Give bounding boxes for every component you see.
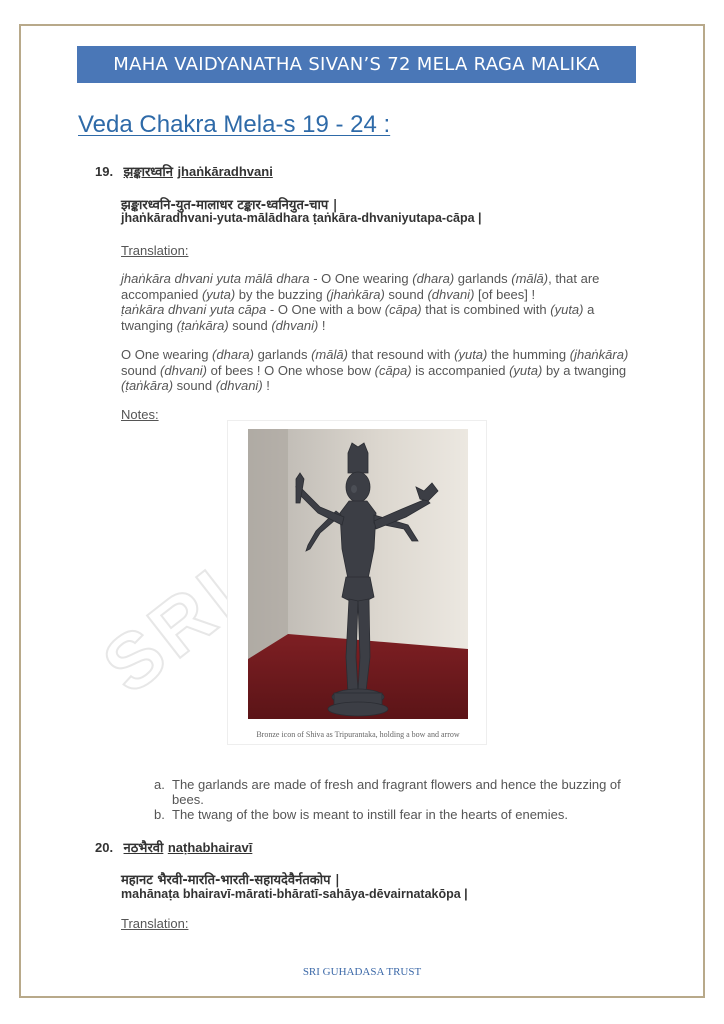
figure bbox=[227, 420, 487, 745]
mela-20-line-roman: mahānaṭa bhairavī-mārati-bhāratī-sahāya-dēvairnatakōpa | bbox=[121, 887, 468, 901]
header-banner bbox=[77, 46, 636, 83]
list-marker: a. bbox=[154, 777, 165, 792]
mela-20-name-roman: naṭhabhairavī bbox=[167, 840, 253, 855]
mela-20-line-devanagari: महानट भैरवी-मारति-भारती-सहायदेवैर्नतकोप | bbox=[121, 873, 340, 888]
list-text: The twang of the bow is meant to instill fear in the hearts of enemies. bbox=[172, 807, 568, 822]
figure-caption: Bronze icon of Shiva as Tripurantaka, holding a bow and arrow bbox=[256, 730, 460, 739]
mela-19-notes-list bbox=[154, 777, 644, 822]
mela-19-line-devanagari: झङ्कारध्वनि-युत-मालाधर टङ्कार-ध्वनियुत-चाप | bbox=[121, 198, 338, 213]
mela-20-name-devanagari: नठभैरवी bbox=[123, 841, 164, 856]
mela-19-heading bbox=[95, 162, 273, 181]
mela-19-name-devanagari: झङ्कारध्वनि bbox=[123, 165, 173, 180]
footer-text: SRI GUHADASA TRUST bbox=[302, 966, 422, 978]
mela-20-number: 20. bbox=[95, 840, 114, 855]
section-title: Veda Chakra Mela-s 19 - 24 : bbox=[78, 111, 391, 138]
list-marker: b. bbox=[154, 807, 165, 822]
watermark: SRI bbox=[86, 549, 258, 711]
mela-19-line-roman: jhaṅkāradhvani-yuta-mālādhara ṭaṅkāra-dhvaniyutapa-cāpa | bbox=[121, 211, 482, 225]
mela-20-translation-label: Translation: bbox=[121, 916, 189, 931]
list-item bbox=[154, 777, 644, 807]
mela-19-number: 19. bbox=[95, 164, 114, 179]
mela-19-translation-para-2: ṭaṅkāra dhvani yuta cāpa - O One with a bow (cāpa) that is combined with (yuta) a twanging (ṭaṅkāra) sound (dhvani) ! bbox=[121, 302, 595, 333]
mela-19-name-roman: jhaṅkāradhvani bbox=[177, 164, 273, 179]
header-title: MAHA VAIDYANATHA SIVAN’S 72 MELA RAGA MALIKA bbox=[113, 54, 600, 75]
mela-19-translation-para-3: O One wearing (dhara) garlands (mālā) that resound with (yuta) the humming (jhaṅkāra) sound (dhvani) of bees ! O One whose bow (cāpa) is accompanied (yuta) by a twanging (ṭaṅkāra) sound (dhvani) ! bbox=[121, 347, 629, 393]
list-item bbox=[154, 807, 644, 822]
shiva-bronze-photo bbox=[248, 429, 468, 719]
mela-19-translation-label: Translation: bbox=[121, 243, 189, 258]
mela-19-notes-label: Notes: bbox=[121, 407, 159, 422]
list-text: The garlands are made of fresh and fragrant flowers and hence the buzzing of bees. bbox=[172, 777, 621, 807]
mela-20-heading bbox=[95, 838, 252, 857]
mela-19-translation-para-1: jhaṅkāra dhvani yuta mālā dhara - O One wearing (dhara) garlands (mālā), that are accompanied (yuta) by the buzzing (jhaṅkāra) sound (dhvani) [of bees] ! bbox=[121, 271, 600, 302]
